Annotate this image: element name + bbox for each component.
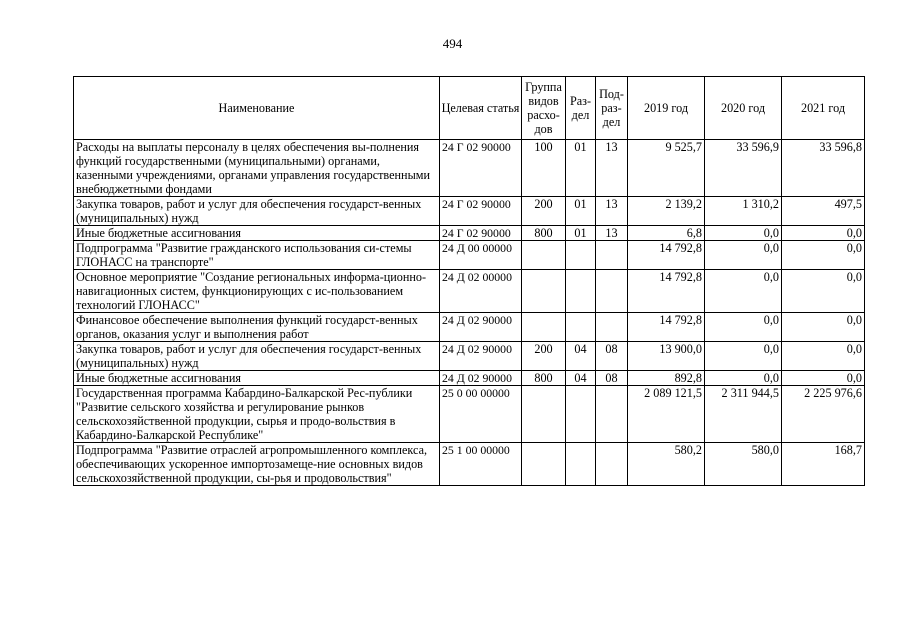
cell-section: 04 [566,342,596,371]
cell-y2021: 0,0 [782,270,865,313]
cell-y2021: 0,0 [782,371,865,386]
cell-section: 01 [566,140,596,197]
cell-group [522,270,566,313]
table-row [74,197,865,226]
cell-subsection [596,313,628,342]
header-section: Раз-дел [566,77,596,140]
cell-y2021: 2 225 976,6 [782,386,865,443]
cell-y2020: 1 310,2 [705,197,782,226]
table-row [74,371,865,386]
cell-subsection: 08 [596,342,628,371]
cell-article: 25 0 00 00000 [440,386,522,443]
cell-y2020: 580,0 [705,443,782,486]
cell-y2020: 0,0 [705,342,782,371]
cell-y2021: 0,0 [782,241,865,270]
cell-subsection: 13 [596,226,628,241]
budget-table [73,76,865,486]
cell-section [566,386,596,443]
cell-group [522,313,566,342]
cell-group [522,443,566,486]
page-number: 494 [442,36,463,51]
cell-article: 24 Д 02 90000 [440,342,522,371]
cell-article: 24 Д 00 00000 [440,241,522,270]
cell-name: Подпрограмма "Развитие гражданского использования си-стемы ГЛОНАСС на транспорте" [74,241,440,270]
cell-section: 01 [566,226,596,241]
cell-group: 800 [522,226,566,241]
cell-y2019: 2 089 121,5 [628,386,705,443]
cell-subsection [596,270,628,313]
cell-name: Иные бюджетные ассигнования [74,371,440,386]
cell-y2019: 9 525,7 [628,140,705,197]
table-row [74,386,865,443]
cell-subsection: 08 [596,371,628,386]
cell-y2020: 33 596,9 [705,140,782,197]
cell-y2020: 2 311 944,5 [705,386,782,443]
cell-name: Подпрограмма "Развитие отраслей агропромышленного комплекса, обеспечивающих ускоренное импортозамеще-ние основных видов сельскохозяйственной продукции, сы-рья и продовольствия" [74,443,440,486]
cell-section: 04 [566,371,596,386]
cell-y2019: 6,8 [628,226,705,241]
cell-article: 24 Г 02 90000 [440,226,522,241]
cell-y2019: 14 792,8 [628,313,705,342]
table-row [74,270,865,313]
cell-group: 800 [522,371,566,386]
cell-subsection [596,386,628,443]
cell-y2020: 0,0 [705,241,782,270]
cell-y2019: 13 900,0 [628,342,705,371]
cell-group: 200 [522,342,566,371]
cell-section: 01 [566,197,596,226]
header-2019: 2019 год [628,77,705,140]
cell-y2019: 580,2 [628,443,705,486]
cell-section [566,241,596,270]
cell-section [566,313,596,342]
cell-section [566,270,596,313]
cell-group: 100 [522,140,566,197]
cell-subsection: 13 [596,197,628,226]
cell-y2021: 0,0 [782,226,865,241]
cell-section [566,443,596,486]
table-body [74,140,865,486]
table-row [74,226,865,241]
header-subsection: Под-раз-дел [596,77,628,140]
cell-y2021: 33 596,8 [782,140,865,197]
cell-y2019: 14 792,8 [628,270,705,313]
cell-y2021: 497,5 [782,197,865,226]
cell-name: Государственная программа Кабардино-Балкарской Рес-публики "Развитие сельского хозяйства и регулирование рынков сельскохозяйственной продукции, сырья и продо-вольствия в Кабардино-Балкарской Республике" [74,386,440,443]
header-article: Целевая статья [440,77,522,140]
cell-group [522,241,566,270]
cell-y2020: 0,0 [705,226,782,241]
header-name: Наименование [74,77,440,140]
cell-name: Расходы на выплаты персоналу в целях обеспечения вы-полнения функций государственными (муниципальными) органами, казенными учреждениями, органами управления государственными внебюджетными фондами [74,140,440,197]
cell-subsection [596,443,628,486]
cell-article: 24 Д 02 90000 [440,371,522,386]
table-row [74,241,865,270]
cell-y2019: 892,8 [628,371,705,386]
cell-y2019: 14 792,8 [628,241,705,270]
cell-y2019: 2 139,2 [628,197,705,226]
table-row [74,443,865,486]
cell-y2020: 0,0 [705,371,782,386]
header-group: Группа видов расхо-дов [522,77,566,140]
cell-group: 200 [522,197,566,226]
cell-name: Закупка товаров, работ и услуг для обеспечения государст-венных (муниципальных) нужд [74,342,440,371]
cell-y2021: 168,7 [782,443,865,486]
cell-y2020: 0,0 [705,270,782,313]
cell-y2020: 0,0 [705,313,782,342]
cell-article: 24 Д 02 90000 [440,313,522,342]
table-row [74,342,865,371]
cell-subsection [596,241,628,270]
cell-y2021: 0,0 [782,342,865,371]
table-header-row [74,77,865,140]
cell-article: 25 1 00 00000 [440,443,522,486]
cell-name: Иные бюджетные ассигнования [74,226,440,241]
cell-name: Основное мероприятие "Создание региональных информа-ционно-навигационных систем, функционирующих с ис-пользованием технологий ГЛОНАСС" [74,270,440,313]
cell-article: 24 Д 02 00000 [440,270,522,313]
cell-article: 24 Г 02 90000 [440,197,522,226]
cell-name: Закупка товаров, работ и услуг для обеспечения государст-венных (муниципальных) нужд [74,197,440,226]
cell-article: 24 Г 02 90000 [440,140,522,197]
table-row [74,313,865,342]
header-2020: 2020 год [705,77,782,140]
cell-group [522,386,566,443]
header-2021: 2021 год [782,77,865,140]
table-row [74,140,865,197]
cell-name: Финансовое обеспечение выполнения функций государст-венных органов, оказания услуг и выполнения работ [74,313,440,342]
cell-subsection: 13 [596,140,628,197]
cell-y2021: 0,0 [782,313,865,342]
